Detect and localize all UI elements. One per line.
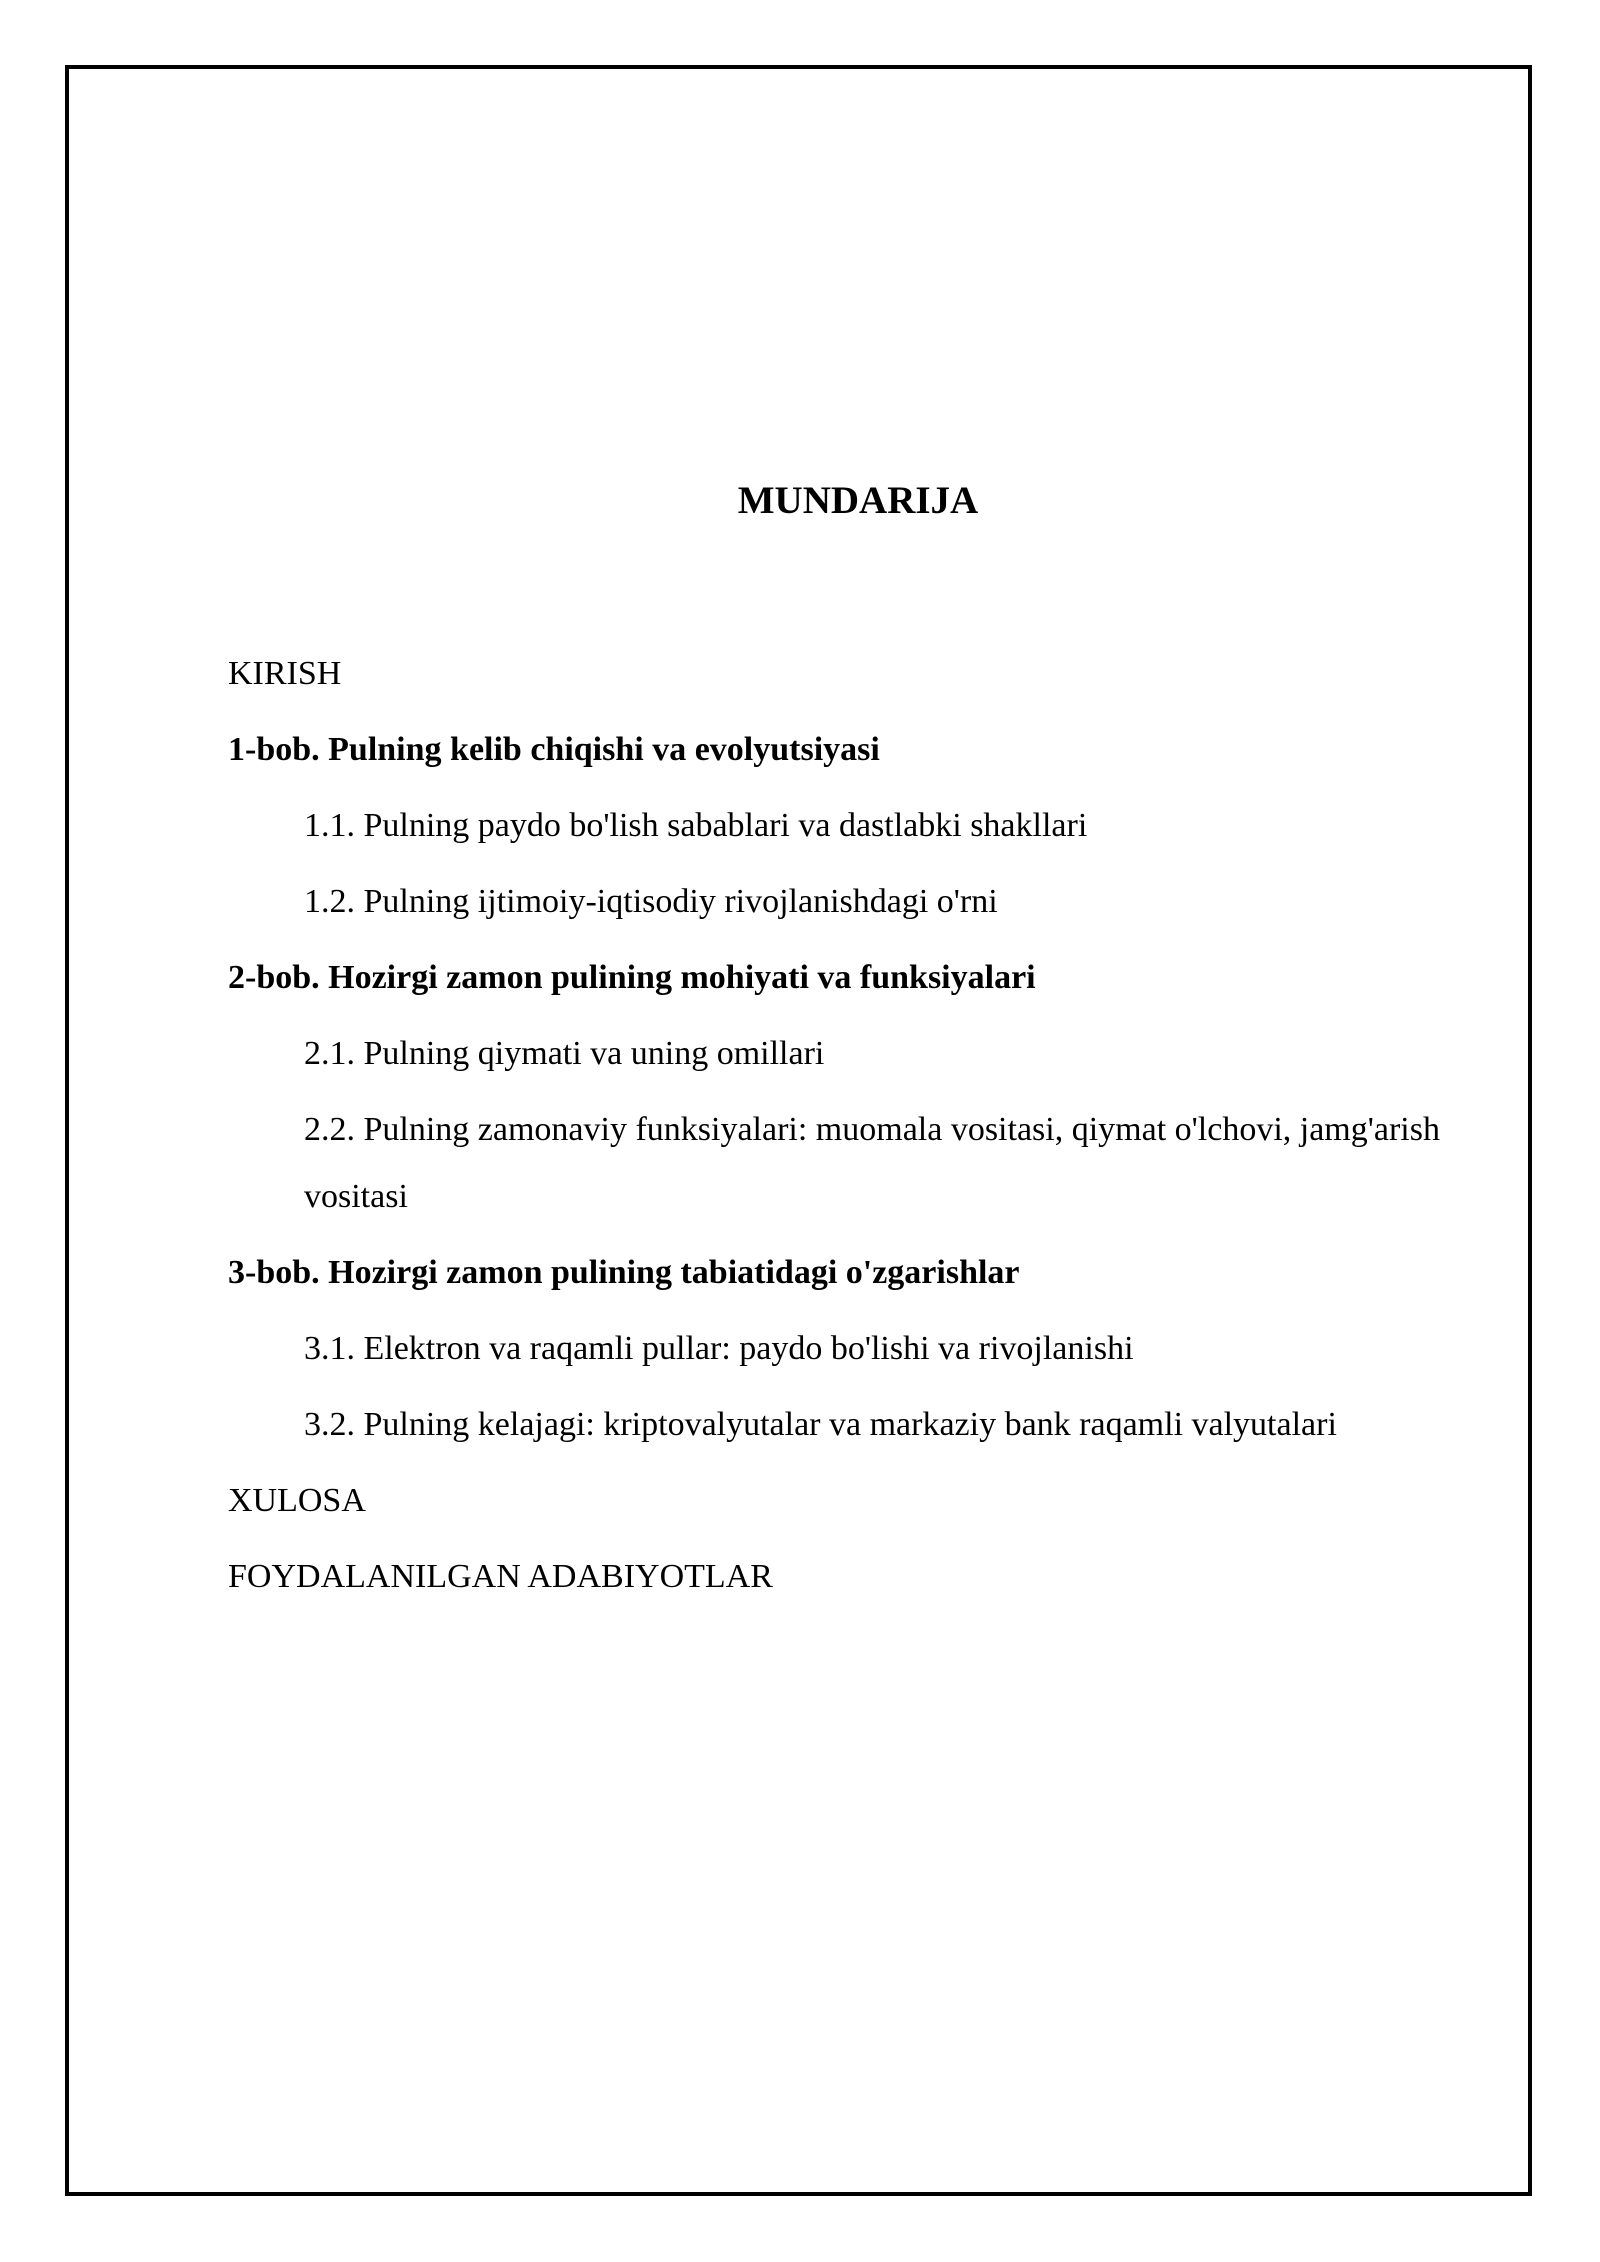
toc-section-3-2: 3.2. Pulning kelajagi: kriptovalyutalar va markaziy bank raqamli valyutalari	[304, 1406, 1337, 1443]
toc-chapter-2: 2-bob. Hozirgi zamon pulining mohiyati va funksiyalari	[228, 959, 1036, 996]
toc-item-adabiyotlar: FOYDALANILGAN ADABIYOTLAR	[228, 1558, 773, 1595]
toc-item-kirish: KIRISH	[228, 655, 342, 692]
page-title: MUNDARIJA	[737, 479, 979, 523]
toc-section-2-1: 2.1. Pulning qiymati va uning omillari	[304, 1035, 825, 1072]
toc-chapter-3: 3-bob. Hozirgi zamon pulining tabiatidagi o'zgarishlar	[228, 1254, 1020, 1291]
toc-section-3-1: 3.1. Elektron va raqamli pullar: paydo bo'lishi va rivojlanishi	[304, 1330, 1134, 1367]
toc-item-xulosa: XULOSA	[228, 1482, 366, 1519]
toc-chapter-1: 1-bob. Pulning kelib chiqishi va evolyutsiyasi	[228, 731, 880, 768]
toc-section-1-2: 1.2. Pulning ijtimoiy-iqtisodiy rivojlanishdagi o'rni	[304, 883, 998, 920]
toc-section-2-2: 2.2. Pulning zamonaviy funksiyalari: muomala vositasi, qiymat o'lchovi, jamg'arish vositasi	[304, 1111, 1440, 1215]
table-of-contents	[228, 640, 1508, 1619]
toc-section-1-1: 1.1. Pulning paydo bo'lish sabablari va dastlabki shakllari	[304, 807, 1088, 844]
